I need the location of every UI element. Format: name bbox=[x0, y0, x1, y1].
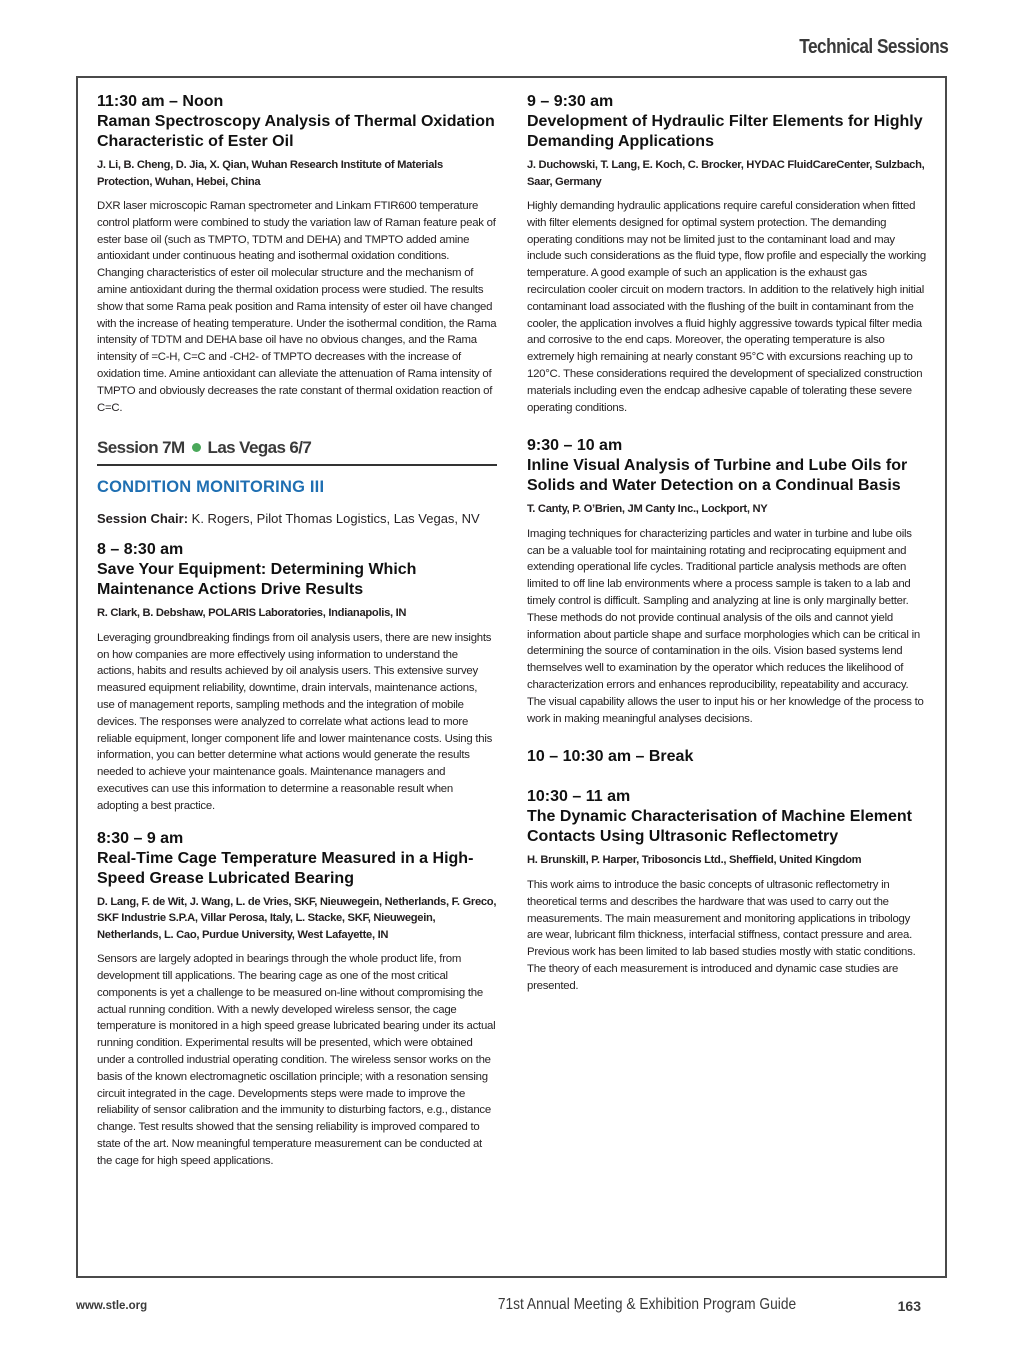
session-title: Real-Time Cage Temperature Measured in a High-Speed Grease Lubricated Bearing bbox=[97, 849, 474, 887]
footer-guide-title: 71st Annual Meeting & Exhibition Program Guide bbox=[497, 1296, 797, 1313]
session-time: 10:30 – 11 am bbox=[527, 788, 631, 806]
session-time: 9:30 – 10 am bbox=[527, 437, 623, 455]
bullet-dot-icon bbox=[192, 443, 201, 452]
session-abstract: Leveraging groundbreaking findings from oil analysis users, there are new insights on how companies are more effectively using information to understand the actions, habits and results achieved by oil analysis users. This extensive survey measured equipment reliability, downtime, drain intervals, maintenance actions, use of management reports, sampling methods and the integration of mobile devices. The responses were analyzed to correlate what actions lead to more reliable equipment, longer component life and lower maintenance costs. Using this information, you can better determine what actions would generate the results needed to achieve your maintenance goals. Maintenance managers and executives can use this information to determine a reasonable result when adopting a best practice. bbox=[97, 631, 493, 812]
track-title: CONDITION MONITORING III bbox=[97, 478, 325, 497]
break-time: 10 – 10:30 am – Break bbox=[527, 748, 694, 766]
session-abstract: DXR laser microscopic Raman spectrometer and Linkam FTIR600 temperature control platform were combined to study the variation law of Raman feature peak of ester base oil (such as TMPTO, TDTM and DEHA) and TMPTO added amine antioxidant under continuous heating and isothermal oxidation conditions. Changing characteristics of ester oil molecular structure and the mechanism of amine antioxidant during the thermal oxidation process were studied. The results show that some Rama peak position and Rama intensity of ester oil have changed with the increase of heating temperature. Under the isothermal condition, the Rama intensity of TDTM and DEHA base oil have no obvious changes, and the Rama intensity of =C-H, C=C and -CH2- of TMPTO decreases with the increase of oxidation time. Amine antioxidant can alleviate the attenuation of Rama intensity of TMPTO and obviously decreases the rate constant of thermal oxidation reaction of C=C. bbox=[97, 200, 497, 414]
session-item bbox=[527, 436, 927, 727]
session-abstract: Sensors are largely adopted in bearings through the whole product life, from development till applications. The bearing cage as one of the most critical components is yet a challenge to be measured on-line without compromising the actual running condition. With a newly developed wireless sensor, the cage temperature is monitored in a high speed grease lubricated bearing under its actual running condition. Experimental results will be presented, which were obtained under a controlled industrial operating condition. The wireless sensor works on the basis of the known electromagnetic oscillation principle; with a resonation sensing circuit integrated in the cage. Developments steps were made to improve the reliability of sensor calibration and the immunity to disturbing factors, e.g., distance change. Test results showed that the sensing reliability is improved compared to state of the art. Now meaningful temperature measurement can be conducted at the cage for high speed applications. bbox=[97, 953, 496, 1167]
page-header-title: Technical Sessions bbox=[798, 36, 948, 58]
session-authors: H. Brunskill, P. Harper, Tribosoncis Ltd., Sheffield, United Kingdom bbox=[527, 854, 862, 867]
session-chair bbox=[97, 511, 497, 526]
session-label: Session 7M bbox=[97, 438, 185, 458]
session-time: 8:30 – 9 am bbox=[97, 829, 184, 847]
session-title: Development of Hydraulic Filter Elements for Highly Demanding Applications bbox=[527, 113, 923, 150]
session-time: 11:30 am – Noon bbox=[97, 93, 224, 110]
right-column bbox=[527, 92, 927, 1009]
session-item bbox=[97, 829, 497, 1170]
session-heading bbox=[97, 438, 497, 466]
left-column bbox=[97, 92, 497, 1183]
session-abstract: This work aims to introduce the basic concepts of ultrasonic reflectometry in theoretical terms and describes the hardware that was used to carry out the measurements. The main measurement and monitoring applications in tribology are wear, lubricant film thickness, interfacial stiffness, contact pressure and area. Previous work has been limited to lab based studies mostly with static conditions. The theory of each measurement is introduced and dynamic case studies are presented. bbox=[527, 878, 916, 992]
session-room: Las Vegas 6/7 bbox=[207, 438, 312, 458]
footer-url[interactable]: www.stle.org bbox=[76, 1300, 148, 1312]
session-time: 9 – 9:30 am bbox=[527, 93, 614, 110]
session-authors: D. Lang, F. de Wit, J. Wang, L. de Vries, SKF, Nieuwegein, Netherlands, F. Greco, SKF Industrie S.P.A, Villar Perosa, Italy, L. Stacke, SKF, Nieuwegein, Netherlands, L. Cao, Purdue University, West Lafayette, IN bbox=[97, 895, 497, 941]
session-item bbox=[527, 92, 927, 416]
session-item bbox=[97, 540, 497, 814]
session-chair-label: Session Chair: bbox=[97, 511, 189, 527]
session-authors: R. Clark, B. Debshaw, POLARIS Laboratories, Indianapolis, IN bbox=[97, 607, 407, 620]
session-authors: J. Li, B. Cheng, D. Jia, X. Qian, Wuhan Research Institute of Materials Protection, Wuhan, Hebei, China bbox=[97, 159, 443, 188]
session-title: Inline Visual Analysis of Turbine and Lube Oils for Solids and Water Detection on a Condinual Basis bbox=[527, 457, 908, 495]
break-item bbox=[527, 747, 927, 767]
session-authors: T. Canty, P. O’Brien, JM Canty Inc., Lockport, NY bbox=[527, 503, 768, 516]
session-time: 8 – 8:30 am bbox=[97, 541, 184, 559]
session-authors: J. Duchowski, T. Lang, E. Koch, C. Brocker, HYDAC FluidCareCenter, Sulzbach, Saar, Germany bbox=[527, 159, 925, 188]
session-title: The Dynamic Characterisation of Machine Element Contacts Using Ultrasonic Reflectometry bbox=[527, 808, 912, 846]
session-title: Save Your Equipment: Determining Which Maintenance Actions Drive Results bbox=[97, 561, 417, 599]
session-title: Raman Spectroscopy Analysis of Thermal Oxidation Characteristic of Ester Oil bbox=[97, 113, 495, 150]
session-item bbox=[527, 787, 927, 994]
session-chair-value: K. Rogers, Pilot Thomas Logistics, Las Vegas, NV bbox=[191, 511, 480, 527]
page-number: 163 bbox=[897, 1298, 921, 1314]
session-abstract: Imaging techniques for characterizing particles and water in turbine and lube oils can be a valuable tool for maintaining rotating and reciprocating equipment and extending operational life cycles. Traditional particle analysis methods are often limited to off line lab environments where a process sample is taken to a lab and timely control is difficult. Sampling and analyzing at line is only marginally better. These methods do not provide continual analysis of the oils and cannot yield information about particle shape and surface morphologies which can be critical in determining the source of contamination in the oils. Vision based systems lend themselves well to examination by the operator which reduces the likelihood of characterization errors and enhances reproducibility, repeatability and accuracy. The visual capability allows the user to input his or her knowledge of the process to work in making meaningful analyses decisions. bbox=[527, 527, 924, 725]
session-abstract: Highly demanding hydraulic applications require careful consideration when fitted with filter elements designed for optimal system protection. The demanding operating conditions may not be limited just to the contaminant load and may include such considerations as the fluid type, flow profile and especially the working temperature. A good example of such an application is the exhaust gas recirculation cooler circuit on modern tractors. In addition to the relatively high initial contaminant load associated with the flushing of the built in contaminant from the cooler, the application involves a fluid highly aggressive towards typical filter media and corrosive to the end caps. Moreover, the operating temperature is also extremely high remaining at nearly constant 95°C with excursions reaching up to 120°C. These considerations required the development of specialized construction materials including even the endcap adhesive capable of tolerating these severe operating conditions. bbox=[527, 200, 926, 414]
session-item bbox=[97, 92, 497, 416]
